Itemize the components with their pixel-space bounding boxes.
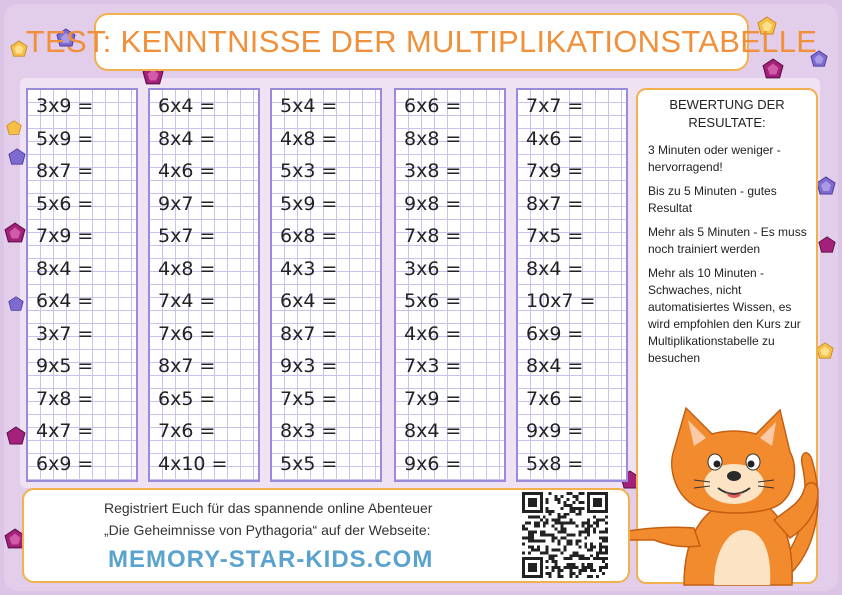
equals-sign: =	[199, 355, 216, 378]
equals-sign: =	[445, 127, 462, 150]
exercise-row	[28, 188, 136, 221]
gem-icon	[4, 222, 26, 244]
equals-sign: =	[445, 160, 462, 183]
equals-sign: =	[77, 322, 94, 345]
exercise-text: 4x10	[158, 452, 206, 475]
exercise-row	[518, 285, 626, 318]
exercise-row	[396, 155, 504, 188]
exercise-row	[28, 350, 136, 383]
exercise-row	[28, 253, 136, 286]
exercise-text: 4x3	[280, 257, 316, 280]
exercise-row	[396, 415, 504, 448]
exercise-row	[272, 383, 380, 416]
exercise-text: 7x5	[280, 387, 316, 410]
exercise-row	[272, 155, 380, 188]
exercise-text: 6x9	[36, 452, 72, 475]
exercise-text: 6x4	[158, 95, 194, 118]
exercise-text: 9x8	[404, 192, 440, 215]
exercise-row	[150, 90, 258, 123]
exercise-row	[518, 350, 626, 383]
exercise-row	[272, 220, 380, 253]
exercise-text: 9x7	[158, 192, 194, 215]
equals-sign: =	[321, 257, 338, 280]
equals-sign: =	[77, 95, 94, 118]
exercise-text: 6x4	[36, 290, 72, 313]
exercise-row	[518, 220, 626, 253]
promo-line-1: Registriert Euch für das spannende online Abenteuer	[104, 500, 433, 516]
exercise-row	[272, 90, 380, 123]
equals-sign: =	[445, 322, 462, 345]
exercise-text: 7x8	[36, 387, 72, 410]
page-title: TEST: KENNTNISSE DER MULTIPLIKATIONSTABELLE	[25, 24, 818, 59]
exercise-row	[28, 123, 136, 156]
exercise-text: 4x6	[158, 160, 194, 183]
equals-sign: =	[321, 192, 338, 215]
exercise-text: 7x6	[158, 322, 194, 345]
equals-sign: =	[77, 420, 94, 443]
cat-mascot-icon	[614, 400, 824, 590]
exercise-text: 5x9	[280, 192, 316, 215]
exercise-text: 5x5	[280, 452, 316, 475]
exercise-row	[518, 383, 626, 416]
rating-item: Bis zu 5 Minuten - gutes Resultat	[648, 184, 777, 215]
equals-sign: =	[445, 257, 462, 280]
equals-sign: =	[567, 127, 584, 150]
exercise-row	[150, 318, 258, 351]
equals-sign: =	[567, 192, 584, 215]
equals-sign: =	[199, 322, 216, 345]
equals-sign: =	[321, 387, 338, 410]
equals-sign: =	[579, 290, 596, 313]
exercise-row	[518, 253, 626, 286]
exercise-row	[28, 220, 136, 253]
equals-sign: =	[77, 225, 94, 248]
equals-sign: =	[321, 452, 338, 475]
exercise-text: 5x6	[36, 192, 72, 215]
equals-sign: =	[199, 160, 216, 183]
exercise-text: 7x6	[526, 387, 562, 410]
exercise-row	[150, 155, 258, 188]
exercise-text: 7x6	[158, 420, 194, 443]
exercise-row	[396, 253, 504, 286]
exercise-row	[396, 188, 504, 221]
equals-sign: =	[199, 290, 216, 313]
exercise-row	[518, 123, 626, 156]
exercise-text: 7x7	[526, 95, 562, 118]
exercise-text: 9x3	[280, 355, 316, 378]
title-banner	[25, 13, 818, 71]
exercise-text: 6x9	[526, 322, 562, 345]
exercise-row	[518, 188, 626, 221]
exercise-row	[28, 90, 136, 123]
exercise-row	[272, 123, 380, 156]
equals-sign: =	[321, 420, 338, 443]
gem-icon	[8, 296, 24, 312]
exercise-text: 6x4	[280, 290, 316, 313]
exercise-row	[150, 415, 258, 448]
exercise-row	[272, 415, 380, 448]
exercise-text: 4x6	[526, 127, 562, 150]
equals-sign: =	[211, 452, 228, 475]
equals-sign: =	[321, 127, 338, 150]
equals-sign: =	[77, 452, 94, 475]
exercise-text: 8x3	[280, 420, 316, 443]
exercise-row	[396, 123, 504, 156]
exercise-text: 6x8	[280, 225, 316, 248]
exercise-row	[28, 285, 136, 318]
exercise-text: 4x7	[36, 420, 72, 443]
exercise-text: 8x4	[158, 127, 194, 150]
exercise-row	[150, 253, 258, 286]
exercise-text: 8x4	[404, 420, 440, 443]
exercise-row	[518, 155, 626, 188]
exercise-text: 8x7	[526, 192, 562, 215]
exercise-row	[396, 350, 504, 383]
equals-sign: =	[445, 290, 462, 313]
exercise-row	[28, 448, 136, 481]
exercise-row	[272, 253, 380, 286]
equals-sign: =	[199, 95, 216, 118]
exercise-text: 8x4	[526, 355, 562, 378]
exercise-text: 8x7	[158, 355, 194, 378]
equals-sign: =	[321, 160, 338, 183]
exercise-row	[150, 350, 258, 383]
exercise-text: 6x5	[158, 387, 194, 410]
equals-sign: =	[567, 225, 584, 248]
gem-icon	[6, 120, 22, 136]
exercise-text: 5x4	[280, 95, 316, 118]
gem-icon	[816, 176, 836, 196]
exercise-text: 6x6	[404, 95, 440, 118]
exercise-text: 5x8	[526, 452, 562, 475]
exercise-text: 10x7	[526, 290, 574, 313]
exercise-row	[272, 318, 380, 351]
equals-sign: =	[199, 387, 216, 410]
exercise-text: 3x8	[404, 160, 440, 183]
exercise-row	[150, 448, 258, 481]
exercise-row	[150, 383, 258, 416]
equals-sign: =	[567, 257, 584, 280]
exercise-row	[518, 318, 626, 351]
equals-sign: =	[567, 95, 584, 118]
exercise-row	[28, 155, 136, 188]
exercise-text: 4x6	[404, 322, 440, 345]
equals-sign: =	[77, 160, 94, 183]
exercise-text: 8x4	[36, 257, 72, 280]
exercise-column-5	[516, 88, 628, 482]
equals-sign: =	[321, 290, 338, 313]
rating-item: 3 Minuten oder weniger - hervorragend!	[648, 143, 781, 174]
equals-sign: =	[77, 355, 94, 378]
exercise-text: 7x9	[526, 160, 562, 183]
gem-icon	[762, 58, 784, 80]
equals-sign: =	[567, 160, 584, 183]
rating-item: Mehr als 10 Minuten - Schwaches, nicht automatisiertes Wissen, es wird empfohlen den Kurs zur Multiplikationstabelle zu besuchen	[648, 266, 801, 365]
exercise-row	[518, 448, 626, 481]
equals-sign: =	[199, 225, 216, 248]
exercise-row	[150, 188, 258, 221]
equals-sign: =	[445, 355, 462, 378]
exercise-text: 5x7	[158, 225, 194, 248]
equals-sign: =	[321, 95, 338, 118]
exercise-column-3	[270, 88, 382, 482]
equals-sign: =	[445, 387, 462, 410]
equals-sign: =	[445, 225, 462, 248]
equals-sign: =	[567, 387, 584, 410]
exercise-row	[150, 285, 258, 318]
equals-sign: =	[321, 225, 338, 248]
gem-icon	[8, 148, 26, 166]
exercise-row	[518, 415, 626, 448]
exercise-text: 3x9	[36, 95, 72, 118]
exercise-row	[396, 383, 504, 416]
exercise-column-1	[26, 88, 138, 482]
exercise-text: 3x6	[404, 257, 440, 280]
equals-sign: =	[445, 420, 462, 443]
exercise-row	[396, 90, 504, 123]
exercise-row	[28, 415, 136, 448]
equals-sign: =	[567, 322, 584, 345]
exercise-text: 7x8	[404, 225, 440, 248]
exercise-row	[28, 383, 136, 416]
website-link[interactable]: MEMORY-STAR-KIDS.COM	[108, 546, 434, 573]
exercise-row	[150, 220, 258, 253]
equals-sign: =	[199, 257, 216, 280]
exercise-text: 8x8	[404, 127, 440, 150]
exercise-row	[396, 220, 504, 253]
exercise-text: 8x4	[526, 257, 562, 280]
equals-sign: =	[199, 420, 216, 443]
exercise-text: 7x9	[404, 387, 440, 410]
exercise-text: 5x6	[404, 290, 440, 313]
rating-item: Mehr als 5 Minuten - Es muss noch trainiert werden	[648, 225, 807, 256]
equals-sign: =	[567, 420, 584, 443]
gem-icon	[816, 342, 834, 360]
exercise-text: 4x8	[158, 257, 194, 280]
exercise-column-4	[394, 88, 506, 482]
exercise-text: 5x3	[280, 160, 316, 183]
exercise-text: 5x9	[36, 127, 72, 150]
gem-icon	[818, 236, 836, 254]
exercise-row	[150, 123, 258, 156]
equals-sign: =	[77, 192, 94, 215]
promo-line-2: „Die Geheimnisse von Pythagoria“ auf der Webseite:	[104, 522, 431, 538]
exercise-row	[272, 448, 380, 481]
exercise-column-2	[148, 88, 260, 482]
exercise-row	[272, 350, 380, 383]
exercise-text: 7x9	[36, 225, 72, 248]
equals-sign: =	[77, 257, 94, 280]
exercise-row	[396, 448, 504, 481]
exercise-row	[396, 318, 504, 351]
exercise-text: 8x7	[280, 322, 316, 345]
exercise-text: 9x6	[404, 452, 440, 475]
equals-sign: =	[321, 322, 338, 345]
equals-sign: =	[445, 192, 462, 215]
exercise-row	[28, 318, 136, 351]
equals-sign: =	[77, 290, 94, 313]
equals-sign: =	[199, 192, 216, 215]
equals-sign: =	[445, 95, 462, 118]
exercise-text: 7x5	[526, 225, 562, 248]
exercise-text: 8x7	[36, 160, 72, 183]
equals-sign: =	[77, 387, 94, 410]
equals-sign: =	[199, 127, 216, 150]
equals-sign: =	[567, 452, 584, 475]
equals-sign: =	[445, 452, 462, 475]
exercise-text: 3x7	[36, 322, 72, 345]
exercise-row	[272, 188, 380, 221]
exercise-row	[396, 285, 504, 318]
exercise-row	[518, 90, 626, 123]
rating-heading: BEWERTUNG DER RESULTATE:	[669, 97, 785, 130]
exercise-row	[272, 285, 380, 318]
exercise-text: 7x4	[158, 290, 194, 313]
equals-sign: =	[567, 355, 584, 378]
equals-sign: =	[77, 127, 94, 150]
exercise-text: 9x9	[526, 420, 562, 443]
exercise-text: 9x5	[36, 355, 72, 378]
qr-code-icon[interactable]	[520, 492, 610, 578]
gem-icon	[6, 426, 26, 446]
equals-sign: =	[321, 355, 338, 378]
exercise-text: 4x8	[280, 127, 316, 150]
exercise-text: 7x3	[404, 355, 440, 378]
